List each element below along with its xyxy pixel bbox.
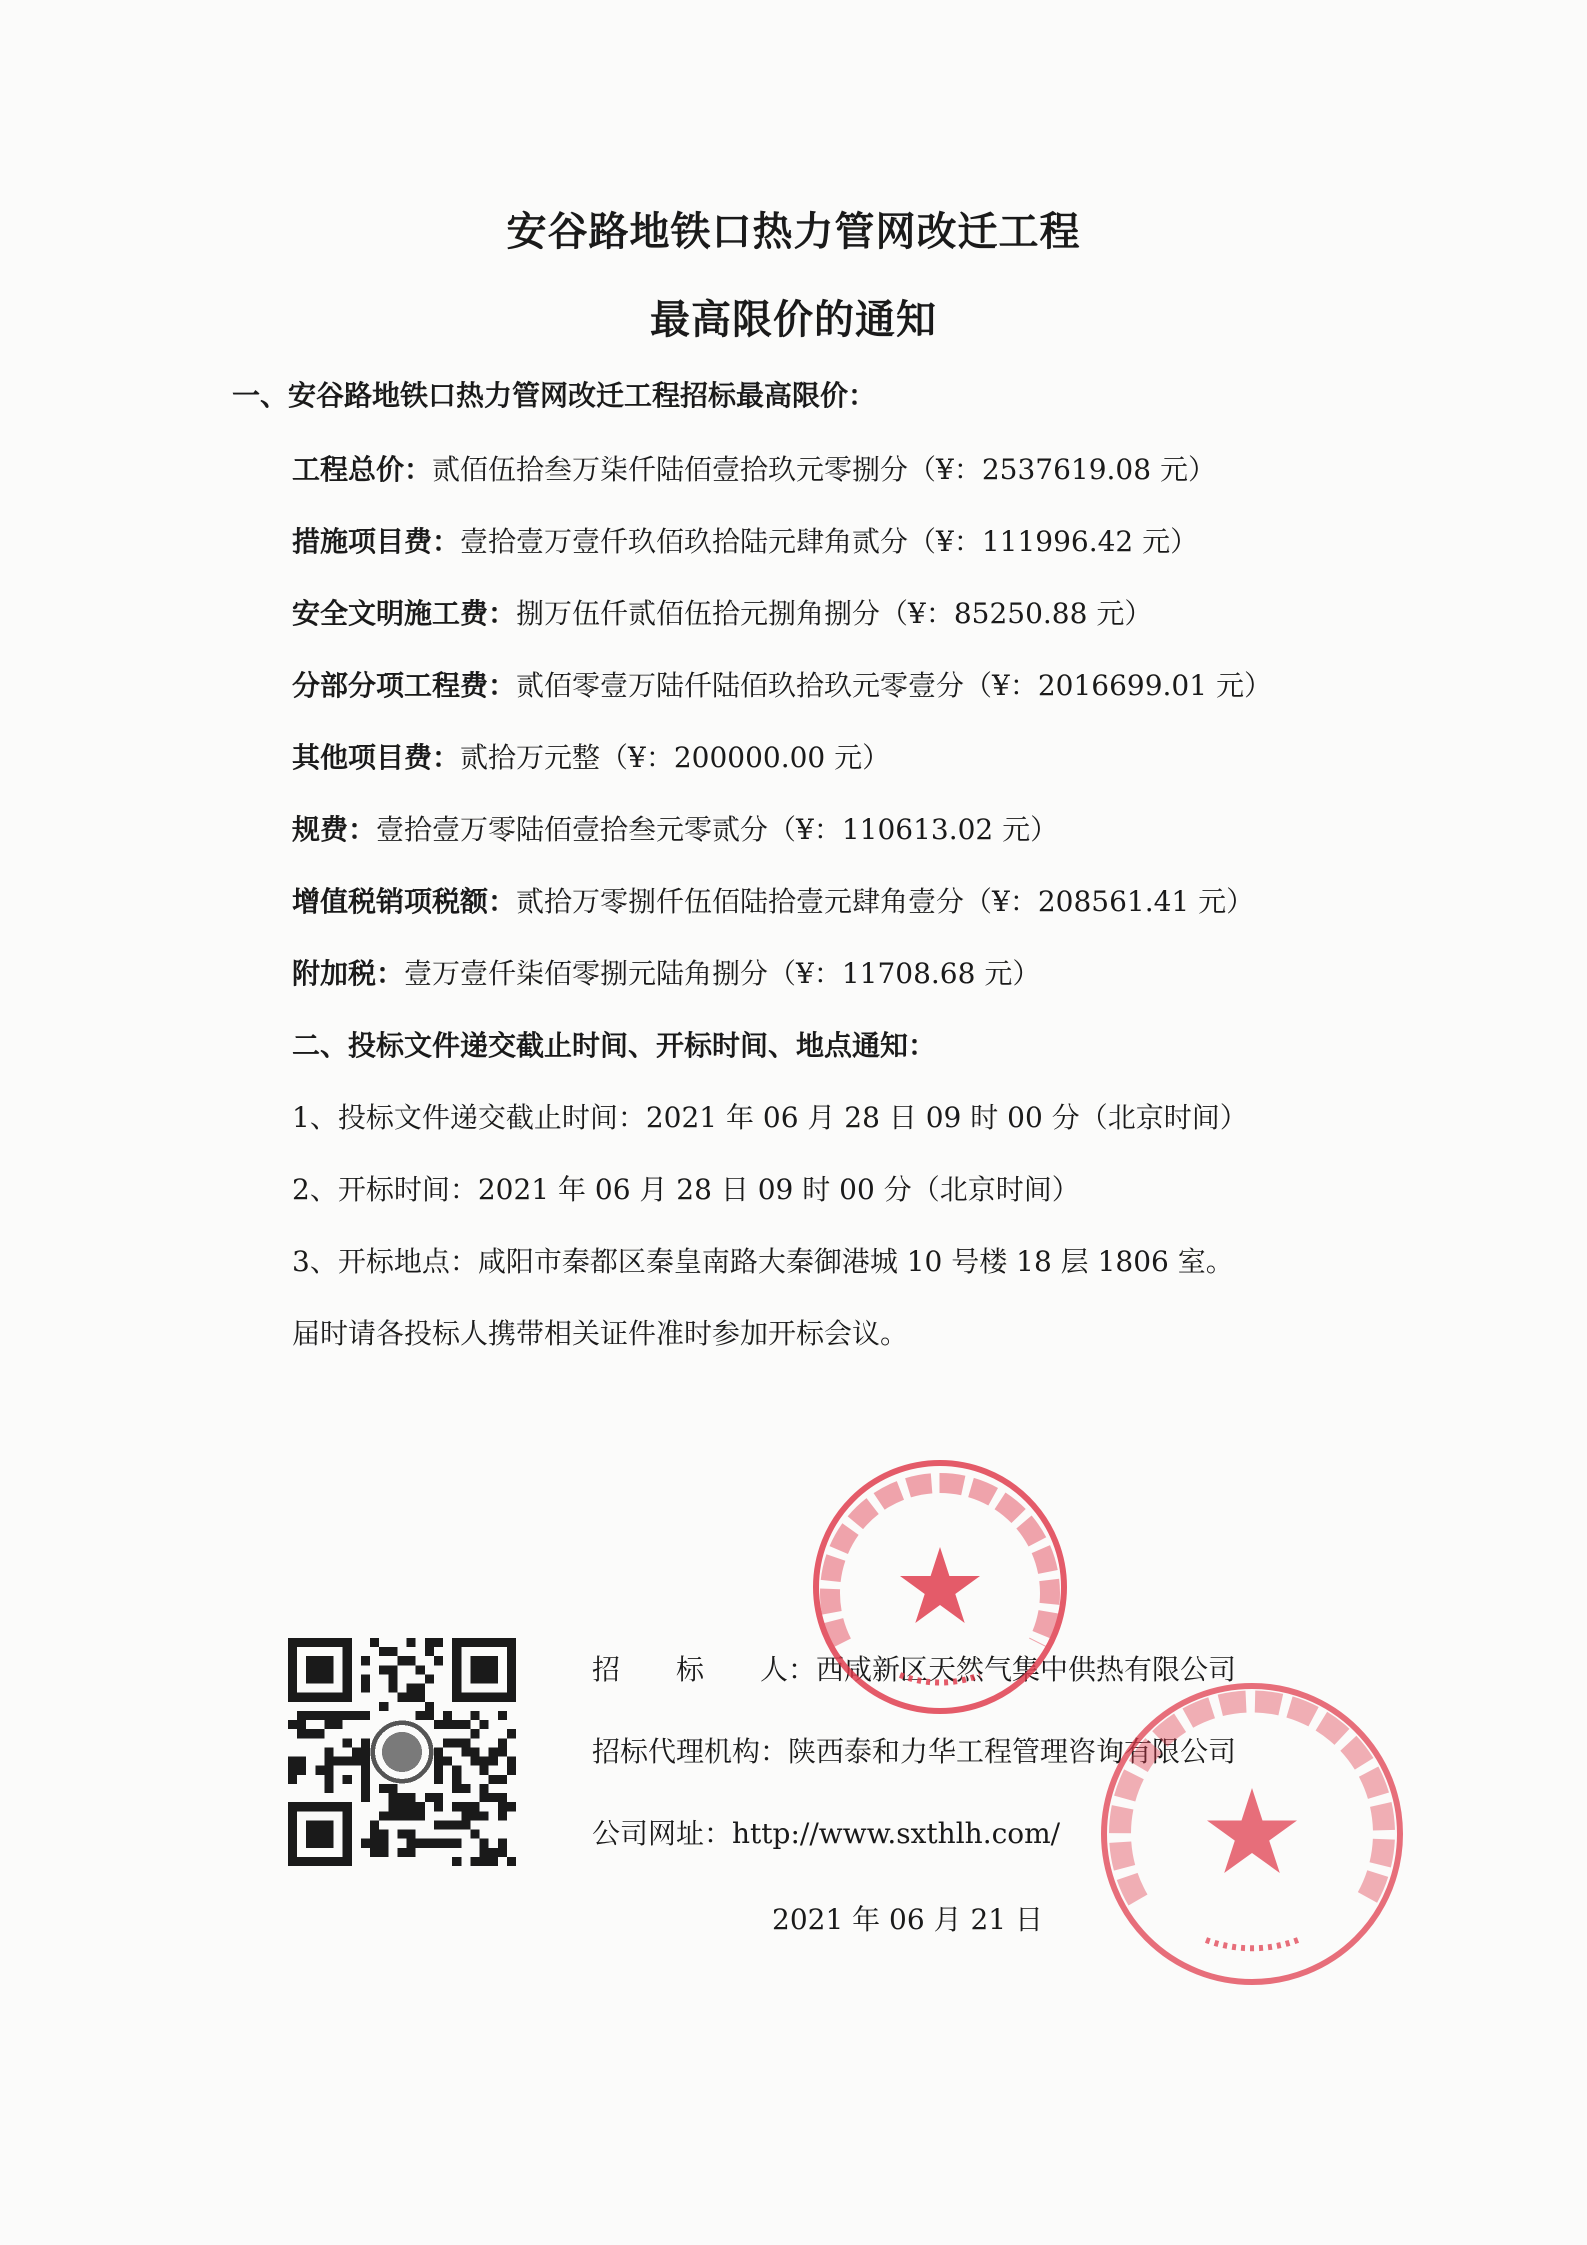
price-item-label: 其他项目费： <box>292 741 461 774</box>
price-item-fees <box>292 808 1058 848</box>
document-title-line2: 最高限价的通知 <box>650 296 937 343</box>
closing-note: 届时请各投标人携带相关证件准时参加开标会议。 <box>292 1317 909 1350</box>
price-item-other <box>292 736 890 776</box>
price-item-label: 安全文明施工费： <box>292 597 517 630</box>
price-item-measures <box>292 520 1198 560</box>
price-item-value: 贰佰零壹万陆仟陆佰玖拾玖元零壹分（¥：2016699.01 元） <box>516 669 1272 702</box>
price-item-label: 措施项目费： <box>292 525 461 558</box>
website-link[interactable]: http://www.sxthlh.com/ <box>732 1817 1061 1850</box>
agent-label: 招标代理机构： <box>592 1735 789 1768</box>
section1-heading: 一、安谷路地铁口热力管网改迁工程招标最高限价： <box>232 379 877 412</box>
notice-date: 2021 年 06 月 21 日 <box>772 1903 1044 1936</box>
price-item-vat <box>292 880 1254 920</box>
price-item-label: 工程总价： <box>292 453 433 486</box>
price-item-value: 壹万壹仟柒佰零捌元陆角捌分（¥：11708.68 元） <box>404 957 1041 990</box>
price-item-label: 增值税销项税额： <box>292 885 517 918</box>
price-item-total <box>292 448 1216 488</box>
qr-code-image <box>288 1638 516 1866</box>
price-item-safety <box>292 592 1152 632</box>
price-item-value: 壹拾壹万壹仟玖佰玖拾陆元肆角贰分（¥：111996.42 元） <box>460 525 1199 558</box>
section2-heading: 二、投标文件递交截止时间、开标时间、地点通知： <box>292 1029 937 1062</box>
website-row <box>592 1812 1060 1852</box>
price-item-value: 贰拾万元整（¥：200000.00 元） <box>460 741 891 774</box>
opening-location-item: 3、开标地点：咸阳市秦都区秦皇南路大秦御港城 10 号楼 18 层 1806 室。 <box>292 1245 1234 1278</box>
website-label: 公司网址： <box>592 1817 733 1850</box>
price-item-label: 分部分项工程费： <box>292 669 517 702</box>
tenderer-label: 招 标 人： <box>592 1653 817 1686</box>
price-item-value: 贰拾万零捌仟伍佰陆拾壹元肆角壹分（¥：208561.41 元） <box>516 885 1255 918</box>
document-title-line1: 安谷路地铁口热力管网改迁工程 <box>506 208 1081 255</box>
opening-time-item: 2、开标时间：2021 年 06 月 28 日 09 时 00 分（北京时间） <box>292 1173 1080 1206</box>
tenderer-name: 西咸新区天然气集中供热有限公司 <box>816 1653 1237 1686</box>
price-item-surcharge <box>292 952 1040 992</box>
tenderer-seal-stamp <box>808 1455 1072 1719</box>
price-item-label: 规费： <box>292 813 377 846</box>
price-item-subitems <box>292 664 1272 704</box>
price-item-value: 贰佰伍拾叁万柒仟陆佰壹拾玖元零捌分（¥：2537619.08 元） <box>432 453 1216 486</box>
price-item-value: 捌万伍仟贰佰伍拾元捌角捌分（¥：85250.88 元） <box>516 597 1153 630</box>
agent-name: 陕西泰和力华工程管理咨询有限公司 <box>788 1735 1237 1768</box>
deadline-item: 1、投标文件递交截止时间：2021 年 06 月 28 日 09 时 00 分（北京时间） <box>292 1101 1248 1134</box>
agent-seal-stamp <box>1096 1678 1408 1990</box>
price-item-value: 壹拾壹万零陆佰壹拾叁元零贰分（¥：110613.02 元） <box>376 813 1059 846</box>
price-item-label: 附加税： <box>292 957 405 990</box>
